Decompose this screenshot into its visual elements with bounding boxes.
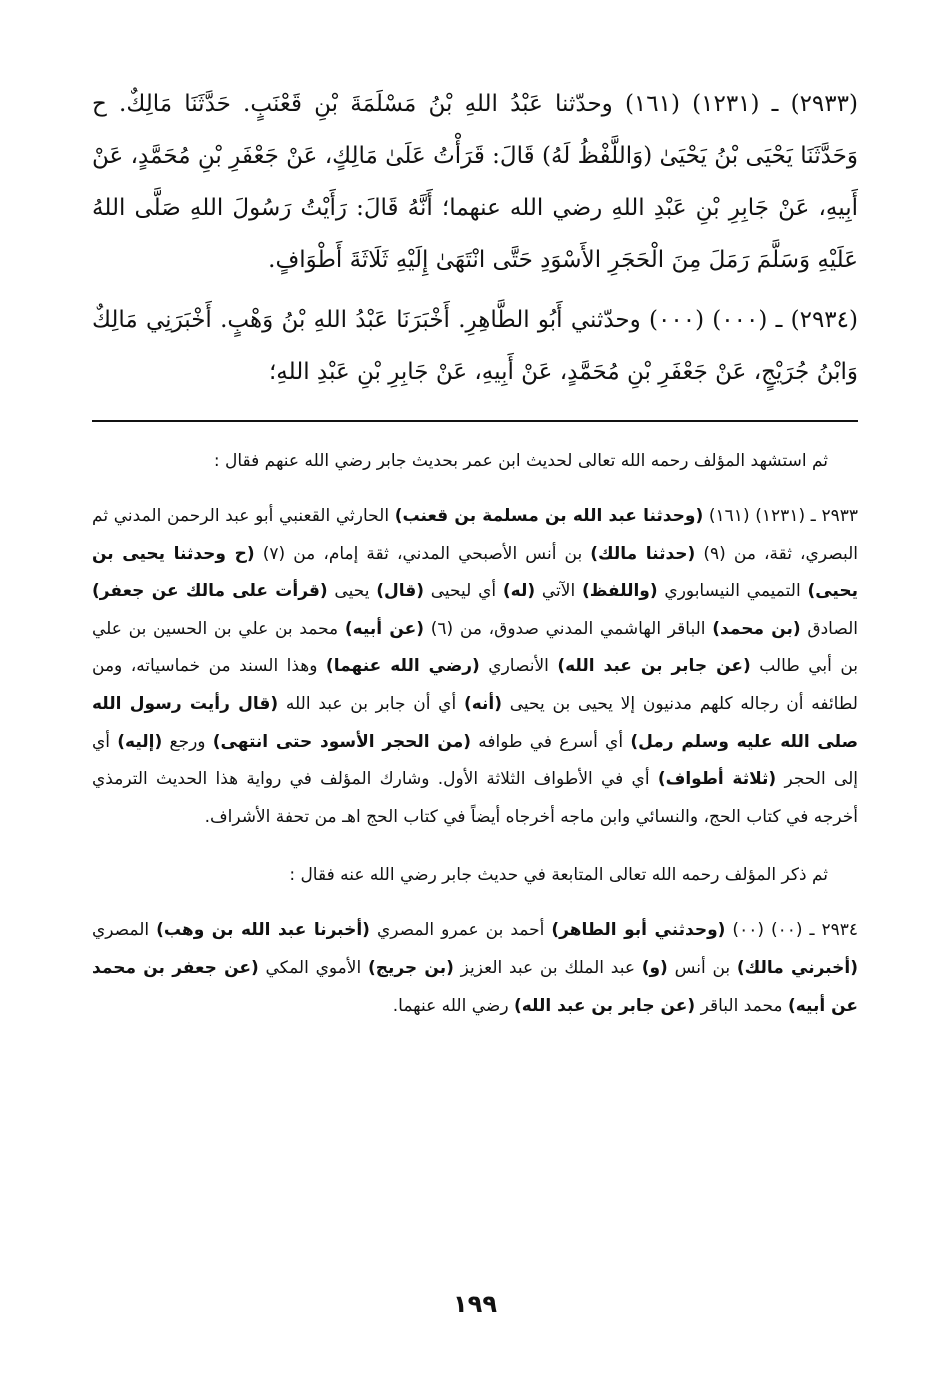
bold-quote-segment: (قال رأيت رسول الله صلى الله عليه وسلم رمل) <box>92 693 859 752</box>
bold-quote-segment: (و) <box>641 957 668 978</box>
hadith-2933-text: (٢٩٣٣) ـ (١٢٣١) (١٦١) وحدّثنا عَبْدُ اللهِ بْنُ مَسْلَمَةَ بْنِ قَعْنَبٍ. حَدَّثَنَا مَالِكٌ. ح وَحَدَّثَنَا يَحْيَى بْنُ يَحْيَىٰ (وَاللَّفْظُ لَهُ) قَالَ: قَرَأْتُ عَلَىٰ مَالِكٍ، عَنْ جَعْفَرِ بْنِ مُحَمَّدٍ، عَنْ أَبِيهِ، عَنْ جَابِرِ بْنِ عَبْدِ اللهِ رضي الله عنهما؛ أَنَّهُ قَالَ: رَأَيْتُ رَسُولَ اللهِ صَلَّى اللهُ عَلَيْهِ وَسَلَّمَ رَمَلَ مِنَ الْحَجَرِ الأَسْوَدِ حَتَّى انْتَهَىٰ إِلَيْهِ ثَلَاثَةَ أَطْوَافٍ. <box>92 91 858 273</box>
commentary-segment: المصري <box>92 920 157 941</box>
commentary-segment: محمد الباقر <box>695 995 788 1016</box>
commentary-segment: أي ليحيى <box>424 581 503 602</box>
bold-quote-segment: (أخبرنا عبد الله بن وهب) <box>156 920 370 941</box>
commentary-segment: بن أنس <box>667 957 737 978</box>
footnote-divider <box>92 420 858 422</box>
bold-quote-segment: (من الحجر الأسود حتى انتهى) <box>212 731 471 752</box>
commentary-segment: ورجع <box>162 731 213 752</box>
commentary-segment: الأنصاري <box>479 656 558 677</box>
commentary-segment: أي أن جابر بن عبد الله <box>278 693 464 714</box>
commentary-segment: ٢٩٣٣ ـ (١٢٣١) (١٦١) <box>703 506 858 526</box>
commentary-segment: الحارثي القعنبي أبو عبد الرحمن المدني ثم البصري، ثقة، من (٩) <box>92 506 858 564</box>
bold-quote-segment: (عن جعفر بن محمد عن أبيه) <box>92 957 858 1016</box>
bold-quote-segment: (أنه) <box>463 693 503 714</box>
bold-quote-segment: (ح وحدثنا يحيى بن يحيى) <box>92 543 858 602</box>
commentary-segment: أي في الأطواف الثلاثة الأول. وشارك المؤلف في رواية هذا الحديث الترمذي أخرجه في كتاب الحج، والنسائي وابن ماجه أخرجاه أيضاً في كتاب الحج اهـ من تحفة الأشراف. <box>92 769 858 827</box>
commentary-segment: الباقر الهاشمي المدني صدوق، من (٦) <box>424 618 713 639</box>
bold-quote-segment: (وحدثنا عبد الله بن مسلمة بن قعنب) <box>394 506 704 526</box>
bold-quote-segment: (عن جابر بن عبد الله) <box>557 656 751 677</box>
bold-quote-segment: (بن جريج) <box>367 957 454 978</box>
page-body <box>92 78 858 1045</box>
commentary-segment: عبد الملك بن عبد العزيز <box>453 957 642 978</box>
bold-quote-segment: (بن محمد) <box>712 618 801 639</box>
bold-quote-segment: (وحدثني أبو الطاهر) <box>551 920 726 941</box>
commentary-2933 <box>92 498 858 836</box>
commentary-segment: وهذا السند من خماسياته، ومن لطائفه أن رجاله كلهم مدنيون إلا يحيى بن يحيى <box>92 656 858 714</box>
commentary-intro-1: ثم استشهد المؤلف رحمه الله تعالى لحديث ابن عمر بحديث جابر رضي الله عنهم فقال : <box>213 451 828 471</box>
commentary-segment: التميمي النيسابوري <box>657 581 808 602</box>
commentary-segment: ٢٩٣٤ ـ (٠٠) (٠٠) <box>725 920 859 941</box>
commentary-segment: الصادق <box>800 618 858 639</box>
commentary-segment: الآتي <box>535 581 582 602</box>
bold-quote-segment: (واللفظ) <box>581 581 658 602</box>
bold-quote-segment: (عن أبيه) <box>344 618 425 639</box>
commentary-segment: محمد بن علي بن الحسين بن علي بن أبي طالب <box>92 618 859 677</box>
bold-quote-segment: (له) <box>502 581 536 602</box>
page-number: ١٩٩ <box>453 1290 497 1318</box>
commentary-2934 <box>92 912 858 1025</box>
bold-quote-segment: (عن جابر بن عبد الله) <box>513 995 696 1016</box>
bold-quote-segment: (حدثنا مالك) <box>590 543 696 564</box>
commentary-segment: أي أسرع في طوافه <box>471 731 631 752</box>
commentary-intro-2: ثم ذكر المؤلف رحمه الله تعالى المتابعة في حديث جابر رضي الله عنه فقال : <box>289 865 828 886</box>
commentary-segment: يحيى <box>327 581 377 602</box>
bold-quote-segment: (أخبرني مالك) <box>736 957 858 978</box>
commentary-segment: بن أنس الأصبحي المدني، ثقة إمام، من (٧) <box>254 543 591 564</box>
commentary-segment: رضي الله عنهما. <box>392 995 514 1016</box>
bold-quote-segment: (قال) <box>376 581 424 602</box>
hadith-2934-text: (٢٩٣٤) ـ (٠٠٠) (٠٠٠) وحدّثني أَبُو الطَّاهِرِ. أَخْبَرَنَا عَبْدُ اللهِ بْنُ وَهْبٍ. أَخْبَرَنِي مَالِكٌ وَابْنُ جُرَيْجٍ، عَنْ جَعْفَرِ بْنِ مُحَمَّدٍ، عَنْ أَبِيهِ، عَنْ جَابِرِ بْنِ عَبْدِ اللهِ؛ <box>92 307 858 385</box>
bold-quote-segment: (ثلاثة أطواف) <box>657 769 777 790</box>
commentary-segment: أي إلى الحجر <box>92 731 859 790</box>
commentary-segment: أحمد بن عمرو المصري <box>369 920 552 941</box>
commentary-segment: الأموي المكي <box>258 957 368 978</box>
bold-quote-segment: (قرأت على مالك عن جعفر) <box>92 581 328 602</box>
bold-quote-segment: (إليه) <box>117 731 163 752</box>
bold-quote-segment: (رضي الله عنهما) <box>325 656 480 677</box>
